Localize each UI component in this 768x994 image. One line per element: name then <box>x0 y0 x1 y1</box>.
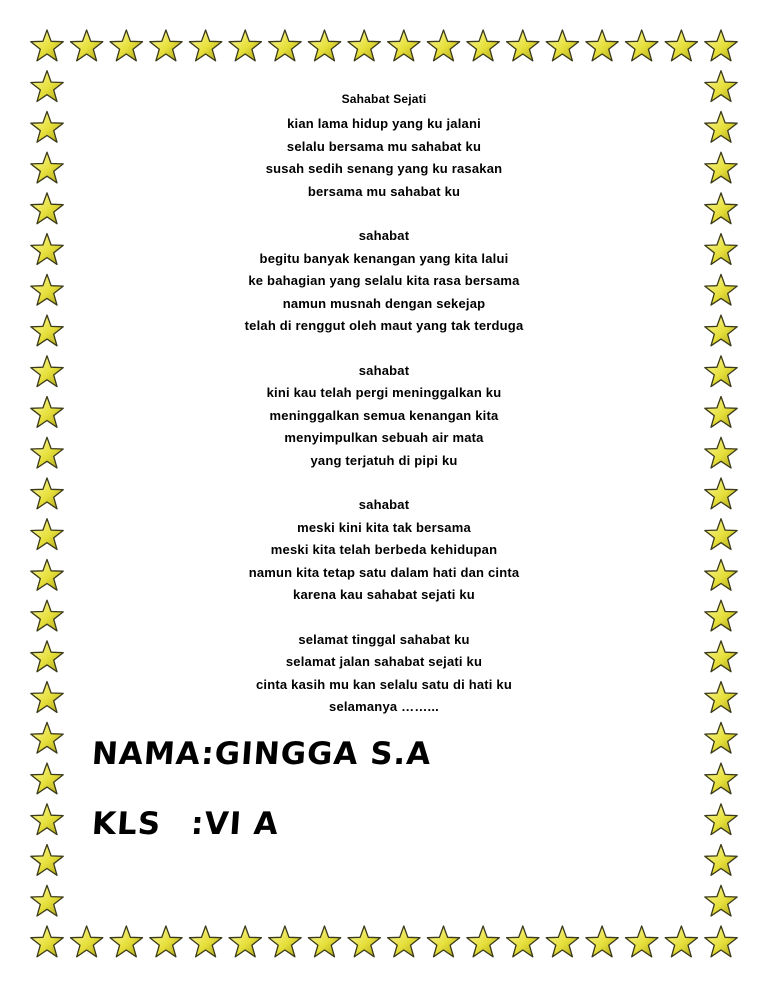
class-value: :VI A <box>189 806 281 842</box>
star-icon <box>705 152 737 183</box>
student-name: NAMA:GINGGA S.A <box>90 736 433 772</box>
star-icon <box>110 926 142 957</box>
poem <box>150 92 618 741</box>
star-icon <box>308 926 340 957</box>
star-icon <box>705 641 737 672</box>
star-icon <box>31 763 63 794</box>
star-icon <box>705 885 737 916</box>
star-icon <box>71 30 103 61</box>
star-icon <box>388 30 420 61</box>
star-icon <box>705 519 737 550</box>
stanza <box>150 113 618 203</box>
star-icon <box>229 926 261 957</box>
star-icon <box>546 926 578 957</box>
star-icon <box>31 560 63 591</box>
star-icon <box>348 30 380 61</box>
poem-line: namun musnah dengan sekejap <box>282 295 486 311</box>
poem-line: sahabat <box>358 228 410 243</box>
star-icon <box>31 437 63 468</box>
student-class <box>91 806 280 842</box>
star-icon <box>150 30 182 61</box>
star-icon <box>705 30 737 61</box>
star-icon <box>546 30 578 61</box>
poem-line: meninggalkan semua kenangan kita <box>269 407 499 423</box>
star-icon <box>31 845 63 876</box>
poem-body <box>150 113 618 719</box>
star-icon <box>110 30 142 61</box>
star-icon <box>71 926 103 957</box>
star-icon <box>31 193 63 224</box>
poem-line: susah sedih senang yang ku rasakan <box>265 161 503 176</box>
star-icon <box>31 722 63 753</box>
star-icon <box>705 560 737 591</box>
poem-line: sahabat <box>358 497 410 512</box>
star-icon <box>705 193 737 224</box>
star-icon <box>705 722 737 753</box>
star-icon <box>31 112 63 143</box>
star-icon <box>467 926 499 957</box>
star-icon <box>586 926 618 957</box>
star-icon <box>705 437 737 468</box>
star-icon <box>31 234 63 265</box>
star-icon <box>705 315 737 346</box>
star-icon <box>31 356 63 387</box>
poem-line: kini kau telah pergi meninggalkan ku <box>266 385 502 400</box>
star-icon <box>705 804 737 835</box>
star-icon <box>189 30 221 61</box>
star-icon <box>348 926 380 957</box>
poem-line: selamat jalan sahabat sejati ku <box>285 654 483 669</box>
star-icon <box>150 926 182 957</box>
star-icon <box>507 926 539 957</box>
star-icon <box>229 30 261 61</box>
star-icon <box>705 356 737 387</box>
class-label: KLS <box>90 806 163 842</box>
poem-line: bersama mu sahabat ku <box>307 183 461 199</box>
poem-line: telah di renggut oleh maut yang tak terduga <box>244 318 524 333</box>
poem-title: Sahabat Sejati <box>341 92 427 106</box>
poem-line: karena kau sahabat sejati ku <box>293 587 475 602</box>
star-icon <box>705 845 737 876</box>
stanza <box>150 494 618 607</box>
poem-line: selalu bersama mu sahabat ku <box>286 138 482 154</box>
stanza <box>150 225 618 338</box>
poem-line: namun kita tetap satu dalam hati dan cinta <box>248 564 520 580</box>
poem-line: yang terjatuh di pipi ku <box>310 452 458 468</box>
star-icon <box>269 30 301 61</box>
star-icon <box>189 926 221 957</box>
poem-line: selamanya ……... <box>329 699 439 714</box>
star-icon <box>31 274 63 305</box>
star-icon <box>705 926 737 957</box>
poem-line: meski kini kita tak bersama <box>297 519 471 535</box>
star-icon <box>31 885 63 916</box>
star-icon <box>31 600 63 631</box>
star-icon <box>31 71 63 102</box>
star-icon <box>427 30 459 61</box>
star-icon <box>705 274 737 305</box>
poem-line: meski kita telah berbeda kehidupan <box>270 542 498 557</box>
star-icon <box>31 315 63 346</box>
star-icon <box>626 30 658 61</box>
star-icon <box>269 926 301 957</box>
star-icon <box>31 30 63 61</box>
star-icon <box>705 763 737 794</box>
star-icon <box>705 600 737 631</box>
star-icon <box>705 112 737 143</box>
star-icon <box>705 682 737 713</box>
star-icon <box>31 926 63 957</box>
star-icon <box>626 926 658 957</box>
star-icon <box>507 30 539 61</box>
star-icon <box>31 478 63 509</box>
star-icon <box>586 30 618 61</box>
stanza <box>150 629 618 719</box>
star-icon <box>705 478 737 509</box>
star-icon <box>31 804 63 835</box>
star-icon <box>705 397 737 428</box>
poem-line: begitu banyak kenangan yang kita lalui <box>259 250 509 266</box>
star-icon <box>31 152 63 183</box>
star-icon <box>388 926 420 957</box>
poem-line: kian lama hidup yang ku jalani <box>287 116 481 131</box>
poem-line: selamat tinggal sahabat ku <box>298 631 470 647</box>
poem-line: sahabat <box>358 362 410 378</box>
star-icon <box>665 30 697 61</box>
poem-line: ke bahagian yang selalu kita rasa bersama <box>248 273 520 288</box>
star-icon <box>31 641 63 672</box>
poem-line: cinta kasih mu kan selalu satu di hati ku <box>256 676 512 692</box>
star-icon <box>665 926 697 957</box>
star-icon <box>427 926 459 957</box>
poem-line: menyimpulkan sebuah air mata <box>284 430 484 445</box>
star-icon <box>705 234 737 265</box>
star-icon <box>308 30 340 61</box>
star-icon <box>705 71 737 102</box>
star-icon <box>31 397 63 428</box>
star-icon <box>31 519 63 550</box>
star-icon <box>31 682 63 713</box>
stanza <box>150 360 618 473</box>
star-icon <box>467 30 499 61</box>
